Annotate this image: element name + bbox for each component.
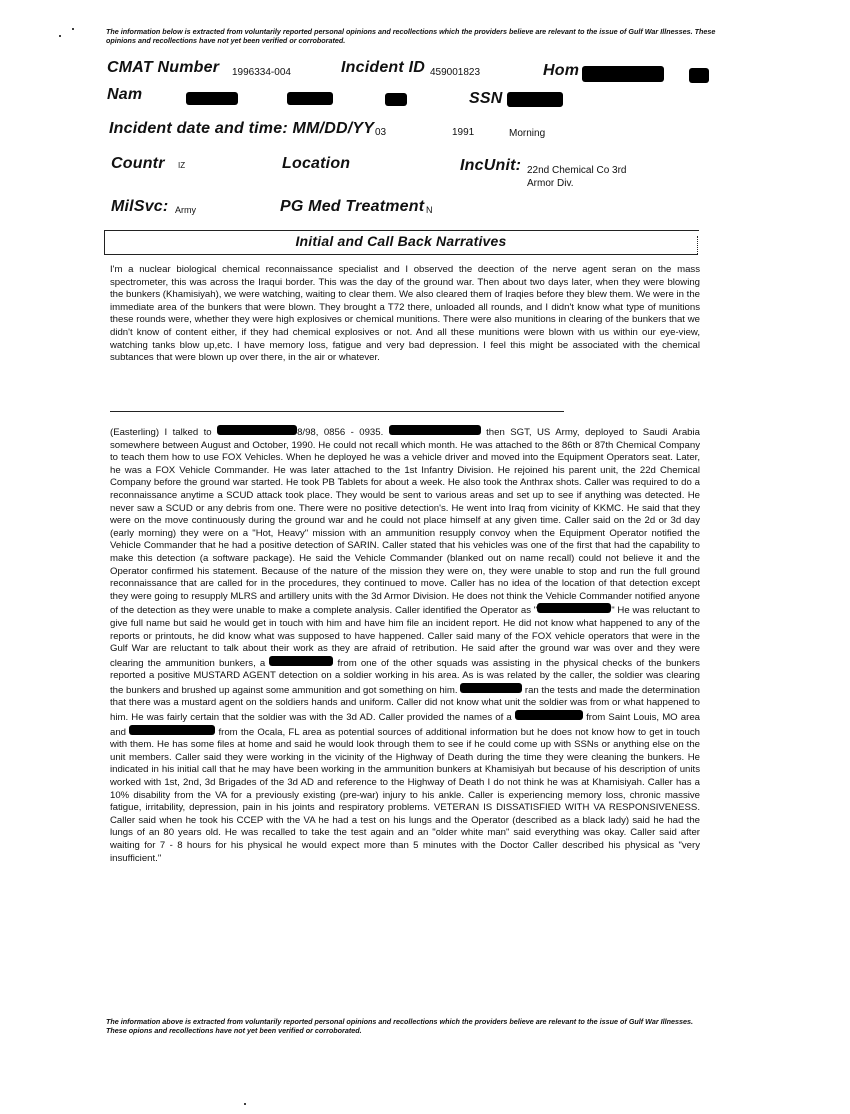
redaction-name-2: [287, 92, 333, 105]
redaction-ssn: [507, 92, 563, 107]
incident-label: Incident ID: [341, 59, 425, 76]
ssn-label: SSN: [469, 90, 503, 107]
scan-speck: [72, 28, 74, 30]
incident-time: Morning: [509, 128, 546, 139]
redaction-hom-2: [689, 68, 709, 83]
incident-date-label: Incident date and time: MM/DD/YY: [109, 120, 375, 137]
cmat-label: CMAT Number: [107, 59, 220, 76]
scan-speck: [59, 35, 61, 37]
country-label: Countr: [111, 155, 165, 172]
redaction-callback-5: [460, 683, 522, 693]
pgmed-label: PG Med Treatment: [280, 198, 425, 215]
section-title-rule: [104, 254, 698, 255]
country-value: IZ: [178, 161, 186, 170]
callback-text-6: ran the tests and made the determination that there was a mustard agent on the soldiers hands and uniform. Caller did not know what unit the soldier was from or what happened to him. He was fairly certain that the soldier was with the 3d AD. Caller provided the names of a: [110, 684, 700, 724]
cmat-value: 1996334-004: [232, 67, 291, 78]
callback-text-7: from Saint Louis, MO area and: [110, 712, 700, 738]
pgmed-value: N: [426, 205, 433, 215]
disclaimer-bottom: The information above is extracted from voluntarily reported personal opinions and recollections which the providers believe are relevant to the issue of Gulf War Illnesses. These opions and recollections have not yet been verified or corroborated.: [106, 1017, 693, 1035]
redaction-callback-1: [217, 425, 297, 435]
redaction-callback-7: [129, 725, 215, 735]
redaction-callback-6: [515, 710, 583, 720]
callback-text-1: (Easterling) I talked to: [110, 427, 212, 438]
incident-value: 459001823: [430, 67, 481, 78]
callback-narrative: [110, 425, 700, 865]
callback-text-3: then SGT, US Army, deployed to Saudi Arabia somewhere between August and October, 1990. He could not recall which month. He was attached to the 86th or 87th Chemical Company to teach them how to use FOX Vehicles. When he deployed he was a vehicle driver and moved into the Equipment Operators seat. Later, he was a FOX Vehicle Commander. He was later attached to the 1st Infantry Division. He rejoined his parent unit, the 22d Chemical Company before the ground war started. He took PB Tablets for about a week. He also took the Anthrax shots. Caller was required to do a reconnaissance anytime a SCUD attack took place. They would be sent to various areas and set up to see if anything was detected. He never saw a SCUD or any debris from one. There were no positive detection's. He went into Iraq from vicinity of KKMC. He said that they were on the move continuously during the ground war and he could not place himself at any given time. Caller said on the 2d or 3d day (early morning) they were on a "Hot, Heavy" mission with an ammunition resupply convoy when the Equipment Operator notified the Vehicle Commander that he had a positive detection of SARIN. Caller stated that his vehicles was one of the first that had the capability to make this detection (a software package). He said the Vehicle Commander (blanked out on name recall) could not believe it and the Operator confirmed his statement. Because of the nature of the mission they were on, they were unable to stop and run the full ground reconnaissance that are called for in the procedures, they continued to move. Caller has no idea of the location of that detection except they were going to resupply MLRS and artillery units with the 3d Armor Division. He does not think the Vehicle Commander notified anyone of the detection as they were unable to make a complete analysis. Caller identified the Operator as ": [110, 427, 700, 617]
callback-text-8: from the Ocala, FL area as potential sources of additional information but he does not know how to get in touch with them. He has some files at home and said he would look through them to see if he could come up with SSNs or anything else on the unit members. Caller said they were working in the vicinity of the Highway of Death during the time they were cleaning the bunkers. He indicated in his initial call that he may have been working in the ammunition bunkers at Khamisiyah but because of his description of units worked with 1st, 2nd, 3d Brigades of the 3d AD and reference to the Highway of Death I do not think he was at Khamisiyah. Caller has a 10% disability from the VA for a previously existing (pre-war) injury to his ankle. Caller is experiencing memory loss, chronic massive fatigue, irritability, depression, pain in his joints and respiratory problems. VETERAN IS DISSATISFIED WITH VA RESPONSIVENESS. Caller said when he took his CCEP with the VA he had a test on his lungs and the Operator (described as a black lady) said he had the lungs of an 80 years old. He was recalled to take the test again and an "older white man" said everything was okay. Caller said after waiting for 7 - 8 hours for his physical he would expect more than 5 minutes with the Doctor Caller described his physical as "very insufficient.": [110, 726, 700, 864]
redaction-name-1: [186, 92, 238, 105]
incunit-label: IncUnit:: [460, 157, 522, 174]
incunit-value-2: Armor Div.: [527, 178, 574, 189]
milsvc-value: Army: [175, 205, 196, 215]
redaction-name-3: [385, 93, 407, 106]
callback-text-4: " He was reluctant to give full name but said he would get in touch with him and have him file an incident report. He did not know what happened to any of the reports or printouts, he did know what was supposed to have happened. Caller said many of the FOX vehicle operators that were in the Gulf War are reluctant to talk about their work as they are afraid of retribution. He said after the ground war was over and they were clearing the ammunition bunkers, a: [110, 605, 700, 669]
redaction-hom: [582, 66, 664, 82]
incident-month: 03: [375, 127, 387, 138]
hom-label: Hom: [543, 62, 580, 79]
narrative-separator: [110, 411, 564, 412]
redaction-callback-2: [389, 425, 481, 435]
incunit-value-1: 22nd Chemical Co 3rd: [527, 165, 627, 176]
location-label: Location: [282, 155, 351, 172]
initial-narrative: I'm a nuclear biological chemical reconnaissance specialist and I observed the deection of the nerve agent seran on the mass spectrometer, this was across the Iraqui border. This was the day of the ground war. Then about two days later, when they were blowing the bunkers (Khamisiyah), we were watching, waiting to clear them. We also cleared them of Iraqies before they blew them. We were in the immediate area of the bunkers that were blown. They brought a T72 there, unloaded all rounds, and I didn't know what type of munitions these rounds were, whether they were high explosives or chemical munitions. There were also munitions in clearing of the bunkers that we didn't know of content either, if they had chemical explosives or not. And all these munitions were blown with us within our eye-view, watching tanks blow up,etc. I have memory loss, fatigue and very bad depression. I feel this might be associated with the chemical subtances that were blown up over there, in the air or whatever.: [110, 264, 700, 364]
redaction-callback-4: [269, 656, 333, 666]
callback-text-5: from one of the other squads was assisting in the physical checks of the bunkers reported a positive MUSTARD AGENT detection on a soldier working in his area. As is was related by the caller, the soldier was clearing the bunkers and brushed up against some ammunition and got something on him.: [110, 657, 700, 696]
scan-speck: [244, 1103, 246, 1105]
redaction-callback-3: [537, 603, 611, 613]
disclaimer-top: The information below is extracted from voluntarily reported personal opinions and recollections which the providers believe are relevant to the issue of Gulf War Illnesses. These opinions and recollections have not yet been verified or corroborated.: [106, 27, 716, 45]
section-title: Initial and Call Back Narratives: [295, 233, 507, 249]
callback-text-2: 8/98, 0856 - 0935.: [297, 427, 384, 438]
incident-year: 1991: [452, 127, 475, 138]
nam-label: Nam: [107, 86, 143, 103]
milsvc-label: MilSvc:: [111, 198, 169, 215]
